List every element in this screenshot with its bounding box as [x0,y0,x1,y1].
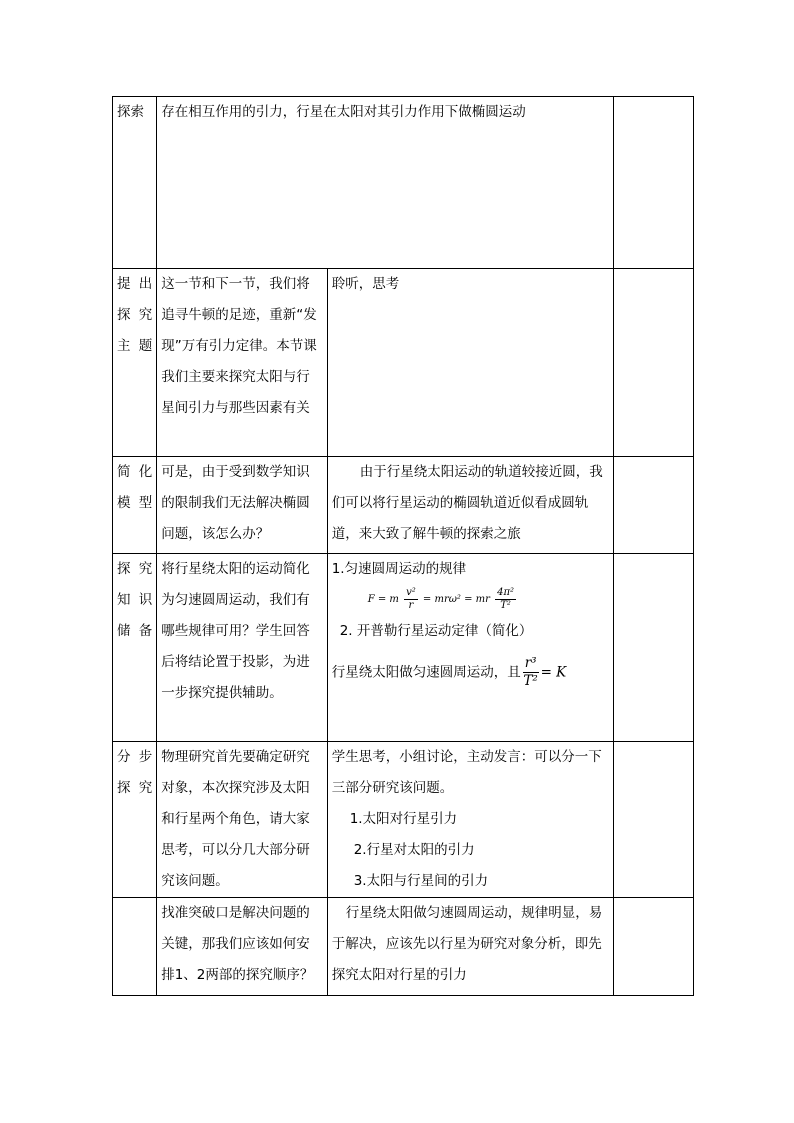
row-label: 探究知识储备 [113,554,157,742]
student-activity: 聆听，思考 [327,269,613,457]
notes-cell [613,457,693,554]
formula-den: T² [500,600,511,611]
table-row [113,97,694,269]
list-item: 1.太阳对行星引力 [349,811,458,827]
row-label [113,898,157,996]
table-row [113,457,694,554]
notes-cell [613,898,693,996]
table-row [113,269,694,457]
knowledge-heading-2: 2. 开普勒行星运动定律（简化） [339,623,533,639]
formula-num: r³ [524,655,537,671]
formula-fraction [404,587,418,612]
table-row [113,554,694,742]
formula-lhs: F = m [367,594,399,605]
list-item: 2.行星对太阳的引力 [353,842,475,858]
kepler-fraction [523,655,539,690]
circular-motion-formula [368,587,609,612]
notes-cell [613,554,693,742]
table-row [113,742,694,898]
formula-mid: = mrω² = mr [422,594,490,605]
student-activity: 行星绕太阳做匀速圆周运动，规律明显，易于解决，应该先以行星为研究对象分析，即先探究太阳对行星的引力 [327,898,613,996]
table-row [113,898,694,996]
student-activity [327,742,613,898]
teacher-activity: 物理研究首先要确定研究对象，本次探究涉及太阳和行星两个角色，请大家思考，可以分几大部分研究该问题。 [157,742,328,898]
formula-rhs: = K [540,664,567,681]
list-item: 3.太阳与行星间的引力 [353,873,489,889]
row-label: 分步探究 [113,742,157,898]
lesson-plan-table [112,96,694,996]
formula-num: 4π² [497,587,515,598]
student-text: 学生思考，小组讨论，主动发言：可以分一下三部分研究该问题。 [331,749,602,796]
teacher-activity: 这一节和下一节，我们将追寻牛顿的足迹，重新“发现”万有引力定律。本节课我们主要来探究太阳与行星间引力与那些因素有关 [157,269,328,457]
notes-cell [613,742,693,898]
teacher-activity: 存在相互作用的引力，行星在太阳对其引力作用下做椭圆运动 [157,97,614,269]
notes-cell [613,97,693,269]
formula-den: T² [523,673,538,689]
formula-den: r [408,600,414,611]
row-label: 探索 [113,97,157,269]
teacher-activity: 可是，由于受到数学知识的限制我们无法解决椭圆问题，该怎么办？ [157,457,328,554]
student-activity [327,554,613,742]
row-label: 提出探究主题 [113,269,157,457]
notes-cell [613,269,693,457]
formula-num: v² [406,587,416,598]
student-activity: 由于行星绕太阳运动的轨道较接近圆，我们可以将行星运动的椭圆轨道近似看成圆轨道，来大致了解牛顿的探索之旅 [327,457,613,554]
row-label: 简化模型 [113,457,157,554]
knowledge-heading: 1.匀速圆周运动的规律 [331,561,467,577]
formula-fraction [495,587,516,612]
teacher-activity: 将行星绕太阳的运动简化为匀速圆周运动，我们有哪些规律可用？学生回答后将结论置于投影，为进一步探究提供辅助。 [157,554,328,742]
teacher-activity: 找准突破口是解决问题的关键，那我们应该如何安排1、2两部的探究顺序？ [157,898,328,996]
kepler-formula-line [332,655,609,690]
kepler-text: 行星绕太阳做匀速圆周运动，且 [331,664,521,681]
